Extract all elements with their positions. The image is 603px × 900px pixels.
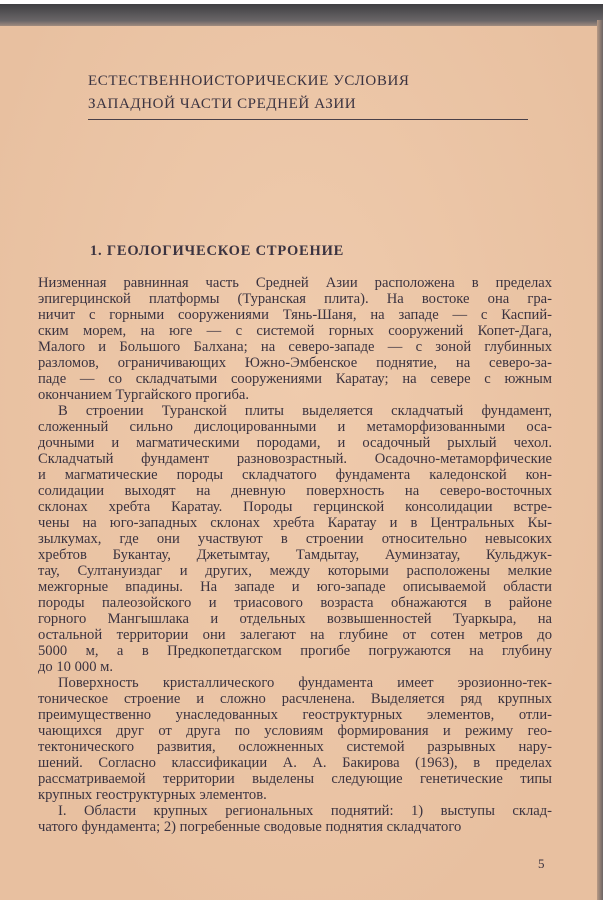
text-line: I. Области крупных региональных поднятий: 1) выступы склад- xyxy=(58,803,552,819)
paragraph xyxy=(38,675,552,803)
text-line: В строении Туранской плиты выделяется складчатый фундамент, xyxy=(58,403,552,419)
text-line: чатого фундамента; 2) погребенные сводовые поднятия складчатого xyxy=(38,819,462,835)
text-line: до 10 000 м. xyxy=(38,659,114,675)
text-line: крупных геоструктурных элементов. xyxy=(38,787,267,803)
text-line: породы палеозойского и триасового возраста обнажаются в районе xyxy=(38,595,552,611)
text-line: ничит с горными сооружениями Тянь-Шаня, на западе — с Каспий- xyxy=(38,307,552,323)
text-line: тау, Султануиздаг и других, между которыми расположены мелкие xyxy=(38,563,552,579)
text-line: Низменная равнинная часть Средней Азии расположена в пределах xyxy=(38,275,552,291)
section-heading: 1. ГЕОЛОГИЧЕСКОЕ СТРОЕНИЕ xyxy=(90,243,345,259)
text-line: эпигерцинской платформы (Туранская плита). На востоке она гра- xyxy=(38,291,552,307)
paragraph xyxy=(38,803,552,835)
text-line: тектонического развития, осложненных системой разрывных нару- xyxy=(38,739,552,755)
text-line: Поверхность кристаллического фундамента имеет эрозионно-тек- xyxy=(58,675,552,691)
text-line: шений. Согласно классификации А. А. Бакирова (1963), в пределах xyxy=(38,755,552,771)
text-line: разломов, ограничивающих Южно-Эмбенское поднятие, на северо-за- xyxy=(38,355,552,371)
text-line: сложенный сильно дислоцированными и метаморфизованными оса- xyxy=(38,419,552,435)
text-line: и магматические породы складчатого фундамента каледонской кон- xyxy=(38,467,552,483)
text-line: чены на юго-западных склонах хребта Каратау и в Центральных Кы- xyxy=(38,515,552,531)
text-line: хребтов Букантау, Джетымтау, Тамдытау, Ауминзатау, Кульджук- xyxy=(38,547,552,563)
text-line: остальной территории они залегают на глубине от сотен метров до xyxy=(38,627,552,643)
paragraph xyxy=(38,403,552,675)
text-line: 5000 м, а в Предкопетдагском прогибе погружаются на глубину xyxy=(38,643,552,659)
text-line: паде — со складчатыми сооружениями Каратау; на севере с южным xyxy=(38,371,552,387)
text-line: склонах хребта Каратау. Породы герцинской консолидации встре- xyxy=(38,499,552,515)
scan-edge-right xyxy=(597,20,603,900)
text-line: солидации выходят на дневную поверхность на северо-восточных xyxy=(38,483,552,499)
text-line: тоническое строение и сложно расчленена. Выделяется ряд крупных xyxy=(38,691,552,707)
text-line: межгорные впадины. На западе и юго-западе описываемой области xyxy=(38,579,552,595)
text-line: ским морем, на юге — с системой горных сооружений Копет-Дага, xyxy=(38,323,552,339)
text-line: преимущественно унаследованных геоструктурных элементов, отли- xyxy=(38,707,552,723)
title-rule xyxy=(88,119,528,120)
text-line: Малого и Большого Балхана; на северо-западе — с зоной глубинных xyxy=(38,339,552,355)
chapter-title-line: ЕСТЕСТВЕННОИСТОРИЧЕСКИЕ УСЛОВИЯ xyxy=(88,73,410,89)
paragraph xyxy=(38,275,552,403)
text-line: рассматриваемой территории выделены следующие генетические типы xyxy=(38,771,552,787)
text-line: Складчатый фундамент разновозрастный. Осадочно-метаморфические xyxy=(38,451,552,467)
chapter-title xyxy=(88,70,410,116)
chapter-title-line: ЗАПАДНОЙ ЧАСТИ СРЕДНЕЙ АЗИИ xyxy=(88,96,357,112)
text-line: окончанием Тургайского прогиба. xyxy=(38,387,250,403)
text-line: горного Мангышлака и отдельных возвышенностей Туаркыра, на xyxy=(38,611,552,627)
body-text xyxy=(38,275,552,835)
scan-edge-top xyxy=(0,4,603,28)
text-line: чающихся друг от друга по условиям формирования и режиму гео- xyxy=(38,723,552,739)
text-line: зылкумах, где они участвуют в строении относительно невысоких xyxy=(38,531,552,547)
text-line: дочными и магматическими породами, и осадочный рыхлый чехол. xyxy=(38,435,552,451)
page-number: 5 xyxy=(538,856,545,871)
